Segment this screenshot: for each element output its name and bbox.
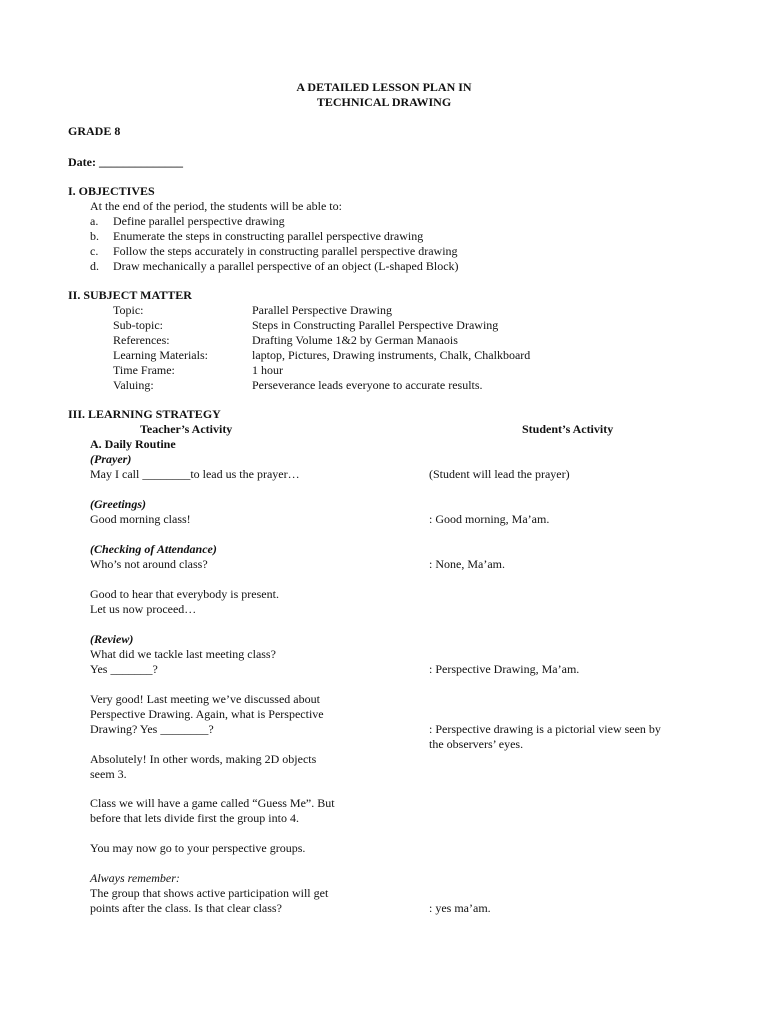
grade-label: GRADE 8 <box>68 124 121 138</box>
teacher-line: Yes _______? <box>90 662 158 676</box>
greetings-heading: (Greetings) <box>90 497 146 511</box>
subject-row-value: Drafting Volume 1&2 by German Manaois <box>252 333 458 347</box>
teacher-line: Class we will have a game called “Guess Me”. But <box>90 796 335 810</box>
review-heading: (Review) <box>90 632 134 646</box>
date-field: Date: ______________ <box>68 155 183 169</box>
always-remember-label: Always remember: <box>90 871 180 885</box>
student-line: : Perspective drawing is a pictorial view seen by <box>429 722 661 736</box>
subject-row-label: Valuing: <box>113 378 154 392</box>
student-line: : None, Ma’am. <box>429 557 505 571</box>
objective-item: Draw mechanically a parallel perspective of an object (L-shaped Block) <box>113 259 459 273</box>
student-activity-header: Student’s Activity <box>522 422 614 436</box>
daily-routine-heading: A. Daily Routine <box>90 437 176 451</box>
student-line: : yes ma’am. <box>429 901 491 915</box>
teacher-line: Good to hear that everybody is present. <box>90 587 279 601</box>
teacher-line: before that lets divide first the group into 4. <box>90 811 299 825</box>
teacher-line: Perspective Drawing. Again, what is Perspective <box>90 707 324 721</box>
student-line: : Perspective Drawing, Ma’am. <box>429 662 580 676</box>
objective-letter: c. <box>90 244 99 258</box>
teacher-line: What did we tackle last meeting class? <box>90 647 276 661</box>
teacher-line: Who’s not around class? <box>90 557 208 571</box>
subject-row-label: Topic: <box>113 303 144 317</box>
subject-row-label: Learning Materials: <box>113 348 208 362</box>
teacher-line: Let us now proceed… <box>90 602 197 616</box>
teacher-line: Absolutely! In other words, making 2D objects <box>90 752 317 766</box>
subject-row-value: Steps in Constructing Parallel Perspective Drawing <box>252 318 499 332</box>
teacher-line: seem 3. <box>90 767 127 781</box>
subject-row-label: References: <box>113 333 170 347</box>
subject-row-value: laptop, Pictures, Drawing instruments, Chalk, Chalkboard <box>252 348 531 362</box>
objective-item: Define parallel perspective drawing <box>113 214 285 228</box>
subject-row-value: Parallel Perspective Drawing <box>252 303 392 317</box>
objective-item: Enumerate the steps in constructing parallel perspective drawing <box>113 229 424 243</box>
teacher-line: Drawing? Yes ________? <box>90 722 214 736</box>
teacher-line: Good morning class! <box>90 512 191 526</box>
objective-letter: d. <box>90 259 99 273</box>
student-line: : Good morning, Ma’am. <box>429 512 550 526</box>
subject-matter-heading: II. SUBJECT MATTER <box>68 288 192 302</box>
subject-row-label: Time Frame: <box>113 363 175 377</box>
document-title-line2: TECHNICAL DRAWING <box>316 95 452 109</box>
teacher-line: The group that shows active participation will get <box>90 886 329 900</box>
teacher-line: Very good! Last meeting we’ve discussed about <box>90 692 320 706</box>
student-line: (Student will lead the prayer) <box>429 467 570 481</box>
student-line: the observers’ eyes. <box>429 737 524 751</box>
subject-row-value: 1 hour <box>252 363 283 377</box>
subject-row-label: Sub-topic: <box>113 318 163 332</box>
objectives-heading: I. OBJECTIVES <box>68 184 155 198</box>
teacher-line: You may now go to your perspective groups. <box>90 841 306 855</box>
attendance-heading: (Checking of Attendance) <box>90 542 217 556</box>
objective-item: Follow the steps accurately in constructing parallel perspective drawing <box>113 244 458 258</box>
objective-letter: a. <box>90 214 99 228</box>
objective-letter: b. <box>90 229 99 243</box>
prayer-heading: (Prayer) <box>90 452 132 466</box>
teacher-activity-header: Teacher’s Activity <box>140 422 233 436</box>
document-title-line1: A DETAILED LESSON PLAN IN <box>296 80 472 94</box>
teacher-line: May I call ________to lead us the prayer… <box>90 467 300 481</box>
objectives-intro: At the end of the period, the students will be able to: <box>90 199 342 213</box>
subject-row-value: Perseverance leads everyone to accurate results. <box>252 378 483 392</box>
teacher-line: points after the class. Is that clear class? <box>90 901 282 915</box>
strategy-heading: III. LEARNING STRATEGY <box>68 407 221 421</box>
